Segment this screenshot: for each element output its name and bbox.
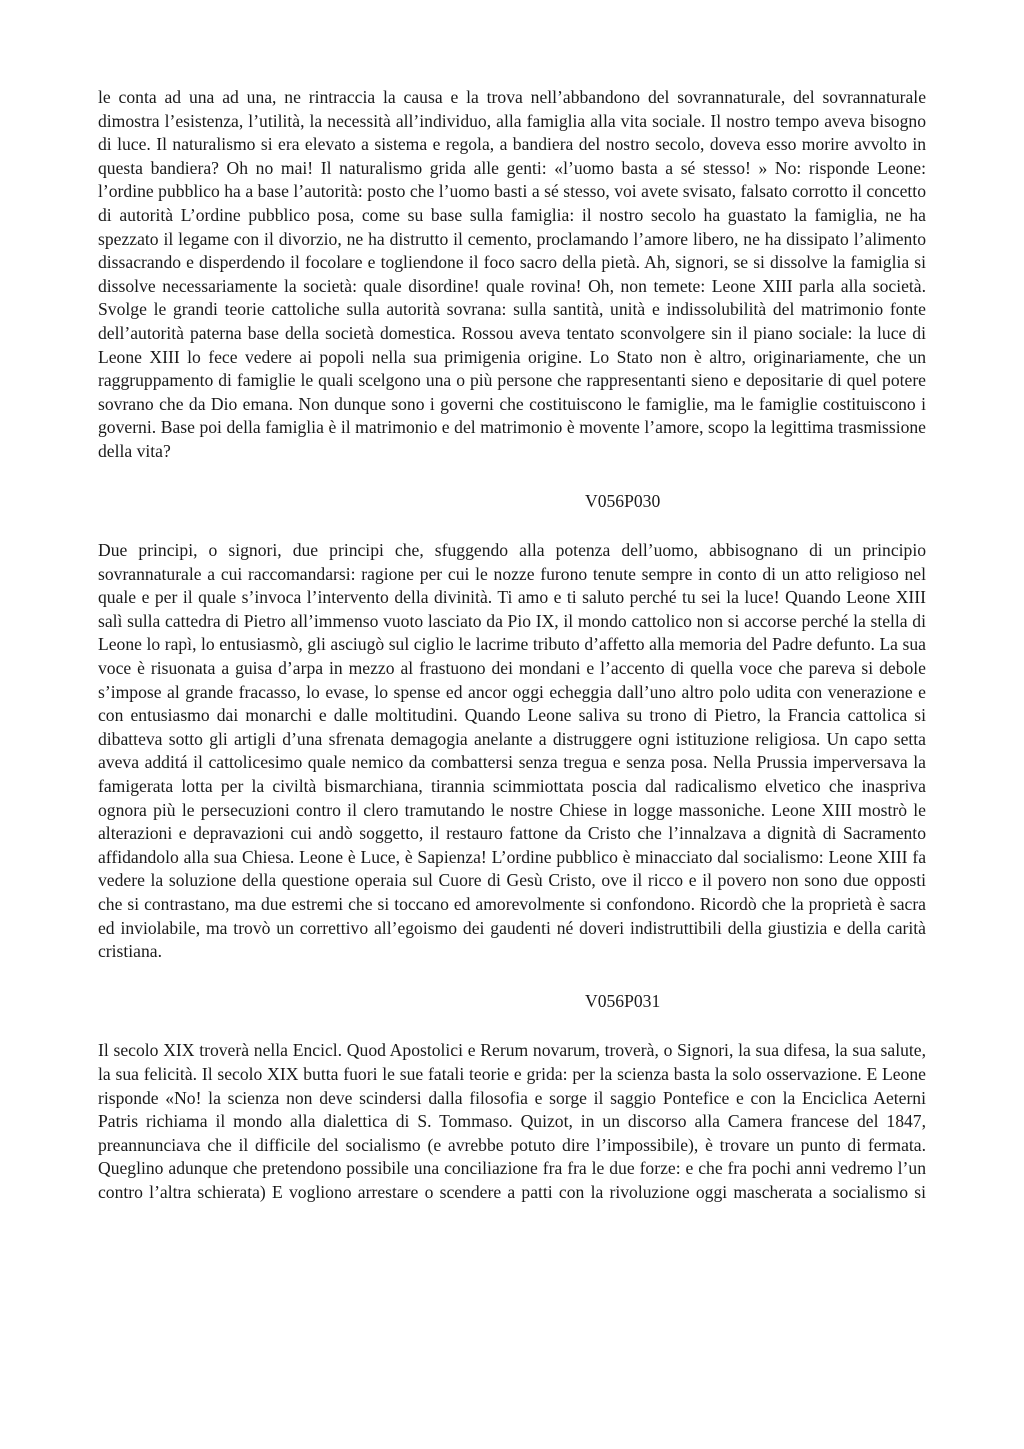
- paragraph-1: le conta ad una ad una, ne rintraccia la causa e la trova nell’abbandono del sovrannaturale, del sovrannaturale dimostra l’esistenza, l’utilità, la necessità all’individuo, alla famiglia alla vita sociale. Il nostro tempo aveva bisogno di luce. Il naturalismo si era elevato a sistema e regola, a bandiera del nostro secolo, doveva esso morire avvolto in questa bandiera? Oh no mai! Il naturalismo grida alle genti: «l’uomo basta a sé stesso! » No: risponde Leone: l’ordine pubblico ha a base l’autorità: posto che l’uomo basti a sé stesso, voi avete svisato, falsato corrotto il concetto di autorità L’ordine pubblico posa, come su base sulla famiglia: il nostro secolo ha guastato la famiglia, ne ha spezzato il legame con il divorzio, ne ha distrutto il cemento, proclamando l’amore libero, ne ha dissipato l’alimento dissacrando e disperdendo il focolare e togliendone il foco sacro della pietà. Ah, signori, se si dissolve la famiglia si dissolve necessariamente la società: quale disordine! quale rovina! Oh, non temete: Leone XIII parla alla società. Svolge le grandi teorie cattoliche sulla autorità sovrana: sulla santità, unità e indissolubilità del matrimonio fonte dell’autorità paterna base della società domestica. Rossou aveva tentato sconvolgere sin il piano sociale: la luce di Leone XIII lo fece vedere ai popoli nella sua primigenia origine. Lo Stato non è altro, originariamente, che un raggruppamento di famiglie le quali scelgono una o più persone che rappresentanti sieno e depositarie di quel potere sovrano che da Dio emana. Non dunque sono i governi che costituiscono le famiglie, ma le famiglie costituiscono i governi. Base poi della famiglia è il matrimonio e del matrimonio è movente l’amore, scopo la legittima trasmissione della vita?: [98, 87, 926, 461]
- page-marker-v056p031: V056P031: [585, 990, 661, 1011]
- document-page: [98, 86, 926, 1205]
- paragraph-3: Il secolo XIX troverà nella Encicl. Quod Apostolici e Rerum novarum, troverà, o Signori, la sua difesa, la sua salute, la sua felicità. Il secolo XIX butta fuori le sue fatali teorie e grida: per la scienza basta la solo osservazione. E Leone risponde «No! la scienza non deve scindersi dalla filosofia e sorge il saggio Pontefice e con la Enciclica Aeterni Patris richiama il mondo alla dialettica di S. Tommaso. Quizot, in un discorso alla Camera francese del 1847, preannunciava che il difficile del socialismo (e avrebbe potuto dire l’impossibile), è trovare un punto di fermata. Queglino adunque che pretendono possibile una conciliazione fra fra le due forze: e che fra pochi anni vedremo l’un contro l’altra schierata) E vogliono arrestare o scendere a patti con la rivoluzione oggi mascherata a socialismo si: [98, 1040, 926, 1202]
- paragraph-2: Due principi, o signori, due principi che, sfuggendo alla potenza dell’uomo, abbisognano di un principio sovrannaturale a cui raccomandarsi: ragione per cui le nozze furono tenute sempre in conto di un atto religioso nel quale e per il quale s’invoca l’intervento della divinità. Ti amo e ti saluto perché tu sei la luce! Quando Leone XIII salì sulla cattedra di Pietro all’immenso vuoto lasciato da Pio IX, il mondo cattolico non si accorse perché la stella di Leone lo rapì, lo entusiasmò, gli asciugò sul ciglio le lacrime tributo d’affetto alla memoria del Padre defunto. La sua voce è risuonata a guisa d’arpa in mezzo al frastuono dei mondani e l’accento di quella voce che pareva si debole s’impose al grande fracasso, lo evase, lo spense ed ancor oggi echeggia dall’uno altro polo udita con venerazione e con entusiasmo dai monarchi e dalle moltitudini. Quando Leone saliva su trono di Pietro, la Francia cattolica si dibatteva sotto gli artigli d’una sfrenata demagogia anelante a distruggere ogni istituzione religiosa. Un capo setta aveva additá il cattolicesimo quale nemico da combattersi senza tregua e senza posa. Nella Prussia imperversava la famigerata lotta per la civiltà bismarchiana, tirannia scimmiottata poscia dal radicalismo elvetico che inaspriva ognora più le persecuzioni contro il clero tramutando le nostre Chiese in logge massoniche. Leone XIII mostrò le alterazioni e depravazioni cui andò soggetto, il restauro fattone da Cristo che l’innalzava a dignità di Sacramento affidandolo alla sua Chiesa. Leone è Luce, è Sapienza! L’ordine pubblico è minacciato dal socialismo: Leone XIII fa vedere la soluzione della questione operaia sul Cuore di Gesù Cristo, ove il ricco e il povero non sono due opposti che si contrastano, ma due estremi che si toccano ed amorevolmente si confondono. Ricordò che la proprietà è sacra ed inviolabile, ma trovò un correttivo all’egoismo dei gaudenti né doveri indistruttibili della giustizia e della carità cristiana.: [98, 540, 926, 962]
- page-marker-v056p030: V056P030: [585, 490, 661, 511]
